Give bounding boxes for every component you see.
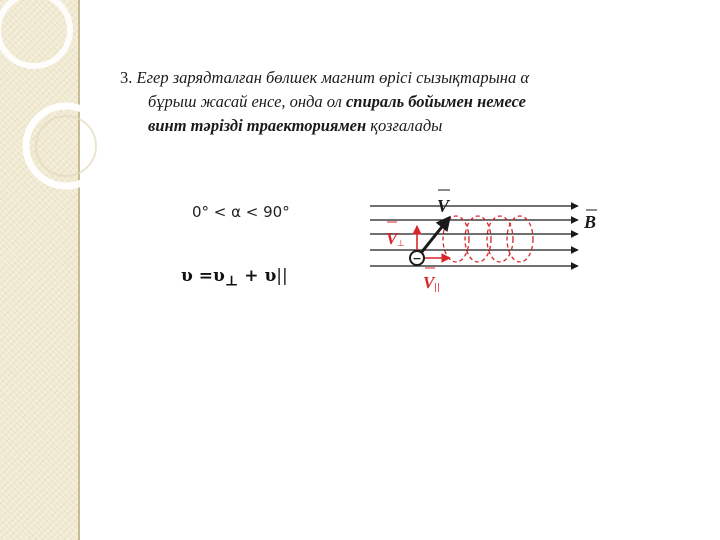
ring-top (0, 0, 70, 66)
item-number: 3. (120, 68, 133, 87)
velocity-formula-lhs: υ =υ (181, 266, 225, 286)
velocity-formula-parallel: || (276, 266, 288, 286)
text-line-3-normal: қозғалады (366, 116, 443, 135)
v-perp-sub: ⊥ (397, 239, 405, 249)
text-line-3 (120, 114, 668, 138)
text-line-1 (120, 66, 668, 90)
v-par-sub: || (434, 283, 441, 293)
v-par-label: V (423, 273, 435, 292)
velocity-formula (181, 266, 288, 289)
charge-sign: − (412, 252, 422, 265)
velocity-formula-perp-sub: ⊥ (224, 273, 239, 290)
text-line-3-bold: винт тәрізді траекториямен (148, 116, 367, 135)
v-perp-label: V (386, 229, 398, 248)
velocity-formula-plus: + υ (238, 266, 277, 286)
helical-trajectory (443, 216, 533, 262)
text-line-2 (120, 90, 668, 114)
b-label: B (584, 212, 597, 232)
angle-inequality: 0° < α < 90° (192, 203, 290, 221)
v-label: V (437, 196, 450, 216)
slide-body-text (120, 66, 668, 138)
text-line-1-content: Егер зарядталған бөлшек магнит өрісі сызықтарына α (136, 68, 530, 87)
decorative-rings (0, 0, 140, 260)
field-lines (370, 206, 578, 266)
helix-diagram (360, 182, 610, 304)
text-line-2-bold: спираль бойымен немесе (345, 92, 526, 111)
text-line-2-normal: бұрыш жасай енсе, онда ол (148, 92, 346, 111)
ring-middle-inner (36, 116, 96, 176)
ring-middle (26, 106, 106, 186)
